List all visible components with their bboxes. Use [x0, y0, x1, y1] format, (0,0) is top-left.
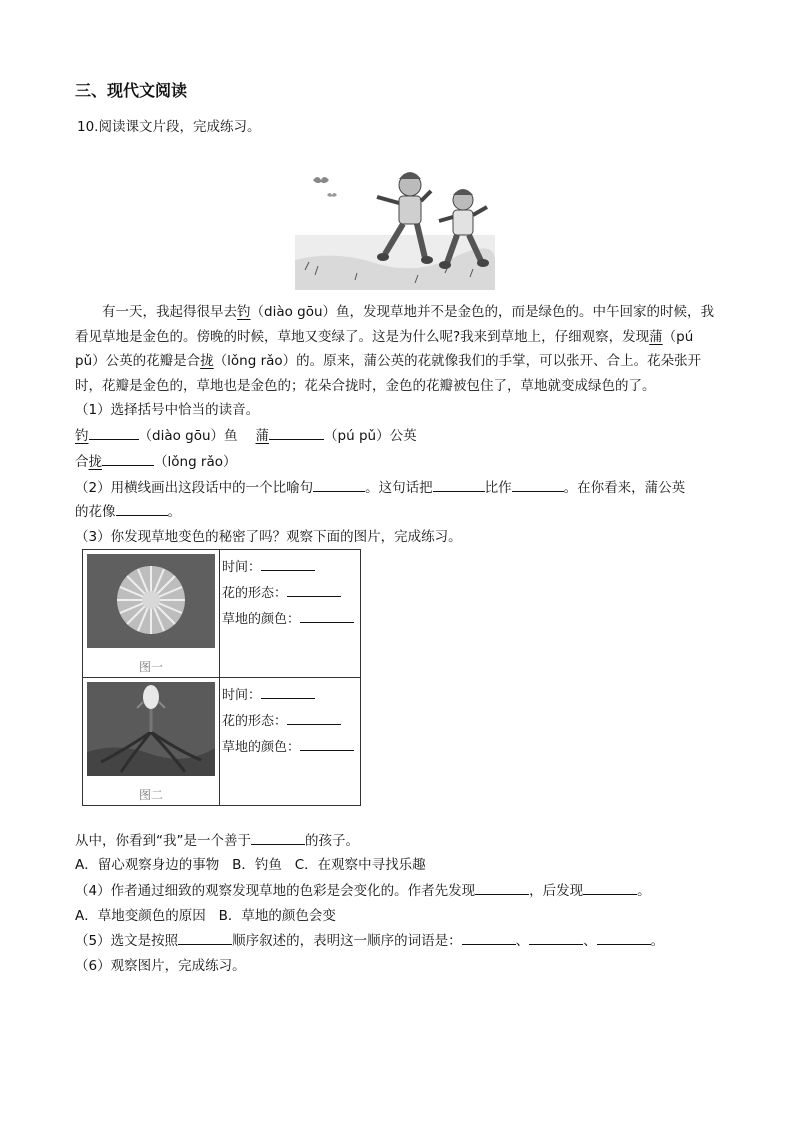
shape-label: 花的形态：	[222, 586, 288, 601]
passage-text: （lǒng rǎo）的。原来，蒲公英的花就像我们的手掌，可以张开、合上。花朵张开时，花瓣是金色的，草地也是金色的；花朵合拢时，金色的花瓣被包住了，草地就变成绿色的了。	[75, 353, 702, 394]
answer-blank[interactable]	[512, 477, 564, 492]
figure-1-caption: 图一	[138, 660, 163, 674]
q1-char: 钓	[75, 428, 89, 444]
answer-blank[interactable]	[583, 880, 637, 895]
answer-blank[interactable]	[178, 930, 232, 945]
passage-text: （diào gōu）鱼，发现草地并不是金色的，而是绿色的。中午回家的时候，我看见草地是金色的。傍晚的时候，草地又变绿了。这是为什么呢?我来到草地上，仔细观察，发现	[75, 304, 715, 345]
q2-text: 。	[167, 504, 181, 520]
underlined-char: 拢	[200, 353, 214, 369]
q4-options: A．草地变颜色的原因 B．草地的颜色会变	[75, 908, 336, 924]
figure-2-caption: 图二	[138, 788, 163, 802]
q5-prompt	[75, 929, 664, 953]
answer-blank[interactable]	[529, 930, 583, 945]
reading-passage	[75, 300, 720, 398]
answer-blank[interactable]	[287, 582, 341, 597]
answer-blank[interactable]	[300, 608, 354, 623]
answer-blank[interactable]	[287, 710, 341, 725]
figure-2-info	[220, 678, 361, 806]
q2-line-2	[75, 500, 181, 524]
children-running-illustration	[295, 165, 495, 290]
answer-blank[interactable]	[462, 930, 516, 945]
q5-text: 。	[650, 933, 665, 949]
passage-text: 有一天，我起得很早去	[102, 304, 237, 320]
color-label: 草地的颜色：	[222, 740, 301, 755]
answer-blank[interactable]	[597, 930, 651, 945]
dandelion-open-figure	[87, 554, 215, 648]
q1-pinyin: （lǒng rǎo）	[154, 454, 237, 470]
figure-1-cell	[83, 550, 220, 678]
time-label: 时间：	[222, 560, 262, 575]
answer-blank[interactable]	[269, 425, 324, 440]
q3-options: A．留心观察身边的事物 B．钓鱼 C．在观察中寻找乐趣	[75, 857, 426, 873]
answer-blank[interactable]	[251, 830, 305, 845]
answer-blank[interactable]	[433, 477, 485, 492]
q2-text: 比作	[484, 480, 512, 496]
q1-prompt: （1）选择括号中恰当的读音。	[75, 402, 260, 418]
answer-blank[interactable]	[102, 451, 154, 466]
q4-text: 。	[637, 883, 651, 899]
q5-text: （5）选文是按照	[75, 933, 179, 949]
q1-char: 蒲	[255, 428, 270, 444]
q3-text: 从中，你看到“我”是一个善于	[75, 833, 251, 849]
q4-prompt	[75, 879, 651, 903]
q5-text: 、	[515, 933, 530, 949]
underlined-char: 蒲	[649, 328, 663, 345]
section-title: 三、现代文阅读	[75, 81, 188, 100]
q5-text: 顺序叙述的，表明这一顺序的词语是：	[232, 933, 462, 949]
underlined-char: 钓	[237, 304, 251, 320]
q1-row-2	[75, 450, 237, 474]
answer-blank[interactable]	[300, 736, 354, 751]
q1-pinyin: （diào gōu）鱼	[138, 428, 238, 444]
question-intro: 10.阅读课文片段，完成练习。	[77, 119, 261, 135]
q1-char: 拢	[88, 454, 102, 470]
answer-blank[interactable]	[261, 556, 315, 571]
q2-text: （2）用横线画出这段话中的一个比喻句	[75, 480, 314, 496]
q6-prompt: （6）观察图片，完成练习。	[75, 958, 246, 974]
q3-prompt: （3）你发现草地变色的秘密了吗？观察下面的图片，完成练习。	[75, 529, 462, 545]
color-label: 草地的颜色：	[222, 612, 301, 627]
q2-text: 。在你看来，蒲公英	[563, 480, 686, 496]
q2-text: 。这句话把	[365, 480, 433, 496]
dandelion-closed-figure	[87, 682, 215, 776]
figure-2-cell	[83, 678, 220, 806]
q1-row-1	[75, 424, 417, 448]
q1-pinyin: （pú pǔ）公英	[324, 428, 417, 444]
answer-blank[interactable]	[261, 684, 315, 699]
answer-blank[interactable]	[475, 880, 529, 895]
answer-blank[interactable]	[116, 501, 168, 516]
q3-followup	[75, 829, 359, 853]
q1-char: 合	[75, 454, 89, 470]
answer-blank[interactable]	[313, 477, 365, 492]
q2-text: 的花像	[75, 504, 116, 520]
passage-text: （pú pǔ）公英的花瓣是合	[75, 328, 694, 369]
answer-blank[interactable]	[89, 425, 139, 440]
time-label: 时间：	[222, 688, 262, 703]
q3-text: 的孩子。	[305, 833, 359, 849]
q5-text: 、	[583, 933, 597, 949]
q2-line-1	[75, 476, 685, 500]
shape-label: 花的形态：	[222, 714, 288, 729]
figure-1-info	[220, 550, 361, 678]
observation-table	[82, 549, 361, 806]
q4-text: ，后发现	[529, 883, 584, 899]
q4-text: （4）作者通过细致的观察发现草地的色彩是会变化的。作者先发现	[75, 883, 476, 899]
